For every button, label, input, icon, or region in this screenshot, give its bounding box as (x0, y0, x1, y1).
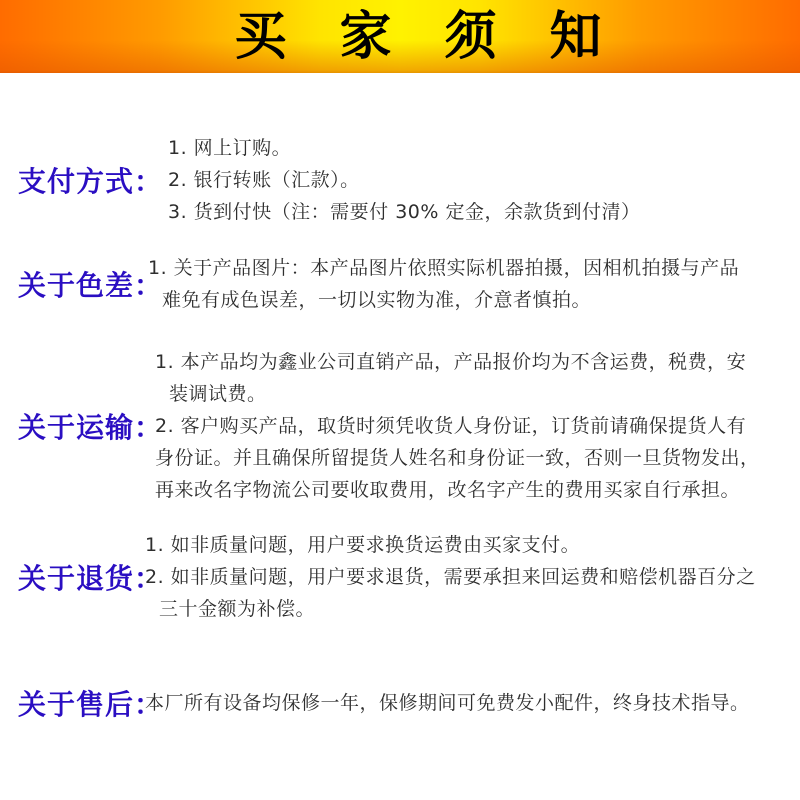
section-after-sales (0, 687, 800, 719)
notice-line: 2. 如非质量问题，用户要求退货，需要承担来回运费和赔偿机器百分之 (145, 566, 756, 588)
section-label-returns: 关于退货： (18, 562, 164, 595)
section-content-color (148, 252, 800, 316)
section-label-payment: 支付方式： (18, 165, 164, 198)
title-char: 家 (339, 6, 392, 67)
notice-line: 1. 网上订购。 (168, 137, 292, 159)
section-content-shipping (155, 346, 800, 506)
title-char: 买 (234, 6, 287, 67)
notice-line: 难免有成色误差，一切以实物为准，介意者慎拍。 (162, 289, 592, 311)
notice-line: 三十金额为补偿。 (159, 598, 316, 620)
notice-line: 2. 客户购买产品，取货时须凭收货人身份证，订货前请确保提货人有 (155, 415, 747, 437)
section-label-color: 关于色差： (18, 269, 164, 302)
section-shipping (0, 346, 800, 506)
notice-line: 本厂所有设备均保修一年，保修期间可免费发小配件，终身技术指导。 (145, 692, 750, 714)
section-content-after-sales (145, 687, 800, 719)
section-label-after-sales: 关于售后： (18, 688, 164, 721)
notice-line: 再来改名字物流公司要收取费用，改名字产生的费用买家自行承担。 (155, 479, 741, 501)
notice-line: 装调试费。 (169, 383, 267, 405)
notice-line: 1. 关于产品图片：本产品图片依照实际机器拍摄，因相机拍摄与产品 (148, 257, 740, 279)
section-color-difference (0, 252, 800, 316)
header-banner (0, 0, 800, 73)
notice-line: 1. 如非质量问题，用户要求换货运费由买家支付。 (145, 534, 581, 556)
notice-sections (0, 73, 800, 719)
section-payment-methods (0, 132, 800, 228)
section-content-returns (145, 529, 800, 625)
title-char: 须 (444, 6, 497, 67)
section-content-payment (168, 132, 800, 228)
notice-line: 身份证。并且确保所留提货人姓名和身份证一致，否则一旦货物发出， (155, 447, 760, 469)
notice-line: 3. 货到付快（注：需要付 30% 定金，余款货到付清） (168, 201, 641, 223)
page-title (234, 6, 602, 67)
notice-line: 2. 银行转账（汇款）。 (168, 169, 360, 191)
title-char: 知 (549, 6, 602, 67)
notice-line: 1. 本产品均为鑫业公司直销产品，产品报价均为不含运费，税费，安 (155, 351, 747, 373)
section-returns (0, 529, 800, 625)
section-label-shipping: 关于运输： (18, 411, 164, 444)
